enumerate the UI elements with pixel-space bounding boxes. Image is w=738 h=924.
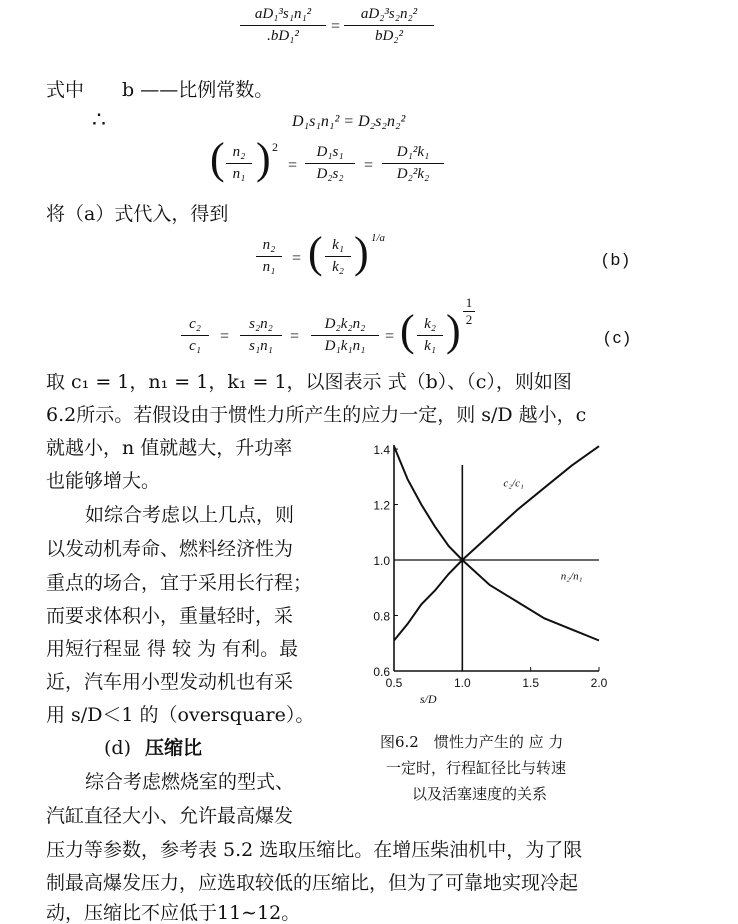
x-tick-label: 1.0 xyxy=(453,676,471,690)
eq-ratio-den3: D₂²k₂ xyxy=(396,166,430,182)
eq-b-frac2 xyxy=(325,237,351,276)
eq-ratio-equals2: = xyxy=(364,157,374,174)
para1-line2: 6.2所示。若假设由于惯性力所产生的应力一定，则 s/D 越小，c xyxy=(46,404,587,426)
para2-line2: 以发动机寿命、燃料经济性为 xyxy=(46,538,294,560)
eq-ratio-frac2 xyxy=(305,144,355,183)
series-n2-n1-label: n₂/n₁ xyxy=(560,570,583,583)
eq-b-label: (b) xyxy=(602,250,632,269)
series-c2-c1-line xyxy=(394,446,599,640)
eq-c-frac2 xyxy=(240,316,282,355)
eq-c-equals3: = xyxy=(385,328,395,345)
para2-line6: 近，汽车用小型发动机也有采 xyxy=(46,671,294,693)
figure-caption-line3: 以及活塞速度的关系 xyxy=(412,785,548,803)
eq-ratio-den2: D₂s₂ xyxy=(316,166,344,182)
eq-c-num3: D₂k₂n₂ xyxy=(324,316,366,332)
eq-top-left-fraction xyxy=(240,6,326,45)
eq-ratio-exponent: 2 xyxy=(272,140,278,154)
para3-line4: 制最高爆发压力，应选取较低的压缩比，但为了可靠地实现冷起 xyxy=(46,872,579,894)
substitute-line: 将（a）式代入，得到 xyxy=(46,203,229,225)
eq-c-den1: c₁ xyxy=(189,338,201,354)
eq-ratio-num1: n₂ xyxy=(232,144,246,160)
eq-ratio-equals1: = xyxy=(288,157,298,174)
para3-line1: 综合考虑燃烧室的型式、 xyxy=(66,771,295,793)
eq-c-equals1: = xyxy=(220,328,230,345)
eq-top-equals: = xyxy=(331,18,341,35)
where-line: 式中 b ——比例常数。 xyxy=(46,79,274,101)
series-n2-n1-line xyxy=(394,446,599,640)
eq-middle: D₁s₁n₁² = D₂s₂n₂² xyxy=(292,113,406,130)
eq-c-num2: s₂n₂ xyxy=(249,316,273,332)
y-tick-label: 1.0 xyxy=(373,554,390,568)
eq-c-label: (c) xyxy=(604,328,633,347)
section-title: 压缩比 xyxy=(145,737,203,759)
eq-c-equals2: = xyxy=(290,328,300,345)
eq-top-left-numerator: aD₁³s₁n₁² xyxy=(254,6,312,22)
eq-top-left-denominator: .bD₁² xyxy=(267,28,299,44)
eq-ratio-num2: D₁s₁ xyxy=(316,144,344,160)
x-tick-label: 2.0 xyxy=(590,676,608,690)
eq-ratio-frac3 xyxy=(382,144,444,183)
section-label: (d) xyxy=(104,737,131,759)
eq-ratio-den1: n₁ xyxy=(232,166,246,182)
para3-line2: 汽缸直径大小、允许最高爆发 xyxy=(46,805,294,827)
y-tick-label: 0.6 xyxy=(373,665,390,679)
eq-c-exp-den: 2 xyxy=(465,312,473,327)
eq-b-num1: n₂ xyxy=(262,237,276,253)
para2-line1: 如综合考虑以上几点，则 xyxy=(66,504,295,526)
eq-c-num1: c₂ xyxy=(189,316,201,332)
y-tick-label: 0.8 xyxy=(373,609,390,624)
para2-line3: 重点的场合，宜于采用长行程； xyxy=(46,572,313,594)
para3-line3: 压力等参数，参考表 5.2 选取压缩比。在增压柴油机中，为了限 xyxy=(46,839,583,861)
para2-line4: 而要求体积小，重量轻时，采 xyxy=(46,605,294,627)
eq-b-num2: k₁ xyxy=(332,237,344,253)
para1-line3: 就越小，n 值就越大，升功率 xyxy=(46,437,293,459)
eq-top-right-denominator: bD₂² xyxy=(374,28,404,44)
figure-caption-line2: 一定时，行程缸径比与转速 xyxy=(386,759,567,777)
x-tick-label: 1.5 xyxy=(522,676,540,690)
figure-6-2-chart xyxy=(355,440,615,715)
y-tick-label: 1.4 xyxy=(373,443,390,457)
para1-line1: 取 c₁ = 1，n₁ = 1，k₁ = 1，以图表示 式（b）、（c），则如图 xyxy=(46,371,572,393)
eq-c-frac4 xyxy=(417,316,443,355)
eq-b-frac1 xyxy=(256,237,282,276)
eq-b-exponent: 1/a xyxy=(371,232,386,244)
eq-ratio-num3: D₁²k₁ xyxy=(396,144,430,160)
x-axis-label: s/D xyxy=(419,692,437,706)
eq-c-den4: k₁ xyxy=(424,338,436,354)
para2-line5: 用短行程显 得 较 为 有利。最 xyxy=(46,638,299,660)
eq-b-equals: = xyxy=(292,250,302,267)
eq-c-num4: k₂ xyxy=(424,316,436,332)
para3-line5: 动，压缩比不应低于11∼12。 xyxy=(46,902,301,924)
eq-c-frac3 xyxy=(311,316,379,355)
eq-c-exp-num: 1 xyxy=(465,295,473,310)
eq-c-frac1 xyxy=(181,316,209,355)
eq-top-right-numerator: aD₂³s₂n₂² xyxy=(360,6,418,22)
x-tick-label: 0.5 xyxy=(385,676,403,690)
therefore-symbol: ∴ xyxy=(92,108,106,133)
eq-c-exponent xyxy=(463,296,475,327)
para2-line7: 用 s/D＜1 的（oversquare）。 xyxy=(46,704,315,726)
eq-c-den2: s₁n₁ xyxy=(249,338,273,354)
series-c2-c1-label: c₂/c₁ xyxy=(503,477,524,490)
eq-top-right-fraction xyxy=(344,6,434,45)
eq-b-den2: k₂ xyxy=(332,259,344,275)
y-tick-label: 1.2 xyxy=(373,498,390,513)
eq-c-den3: D₁k₁n₁ xyxy=(324,338,366,354)
para1-line4: 也能够增大。 xyxy=(46,470,161,492)
eq-ratio-frac1 xyxy=(226,144,252,183)
section-heading xyxy=(104,738,202,759)
eq-b-den1: n₁ xyxy=(262,259,276,275)
figure-caption-line1: 图6.2 惯性力产生的 应 力 xyxy=(380,733,564,751)
